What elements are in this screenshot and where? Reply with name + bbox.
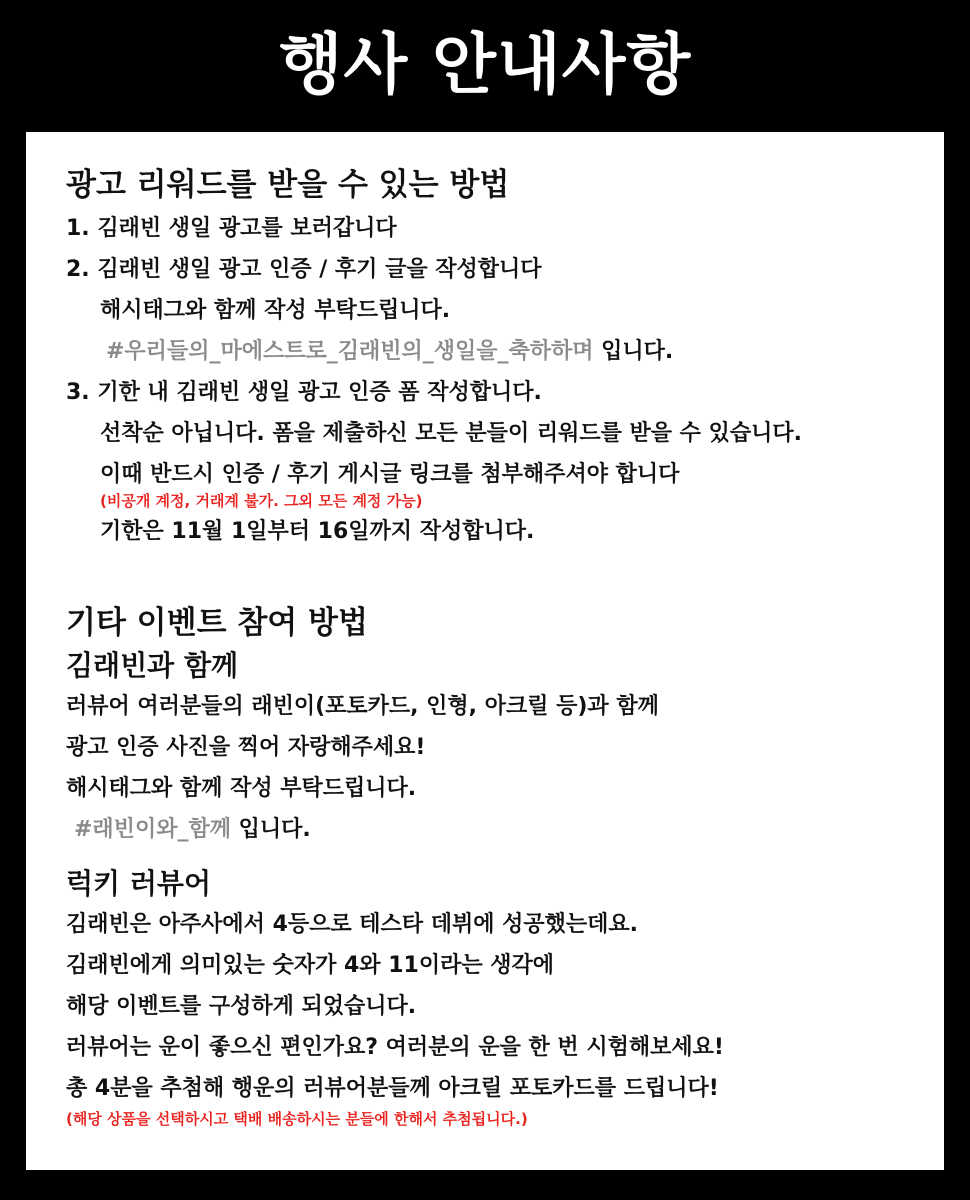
reward-heading: 광고 리워드를 받을 수 있는 방법 — [66, 167, 510, 203]
event-2-line-3: 해당 이벤트를 구성하게 되었습니다. — [66, 994, 417, 1019]
event-1-hashtag-line — [66, 809, 904, 850]
hashtag-with-raebin: #래빈이와_함께 — [74, 817, 231, 842]
reward-step-3-note-2: 이때 반드시 인증 / 후기 게시글 링크를 첨부해주셔야 합니다 — [100, 462, 680, 487]
event-2-title: 럭키 러뷰어 — [66, 867, 211, 900]
event-2-line-5: 총 4분을 추첨해 행운의 러뷰어분들께 아크릴 포토카드를 드립니다! — [66, 1076, 719, 1101]
reward-step-2: 2. 김래빈 생일 광고 인증 / 후기 글을 작성합니다 — [66, 257, 542, 282]
reward-step-3-note-1: 선착순 아닙니다. 폼을 제출하신 모든 분들이 리워드를 받을 수 있습니다. — [100, 421, 802, 446]
reward-step-3-deadline: 기한은 11월 1일부터 16일까지 작성합니다. — [100, 519, 535, 544]
event-1-line-1: 러뷰어 여러분들의 래빈이(포토카드, 인형, 아크릴 등)과 함께 — [66, 694, 659, 719]
event-2-warning: (해당 상품을 선택하시고 택배 배송하시는 분들에 한해서 추첨됩니다.) — [66, 1110, 528, 1128]
hashtag-suffix: 입니다. — [601, 339, 674, 364]
hashtag-suffix: 입니다. — [238, 817, 311, 842]
event-2-line-1: 김래빈은 아주사에서 4등으로 테스타 데뷔에 성공했는데요. — [66, 912, 639, 937]
event-2-line-4: 러뷰어는 운이 좋으신 편인가요? 여러분의 운을 한 번 시험해보세요! — [66, 1035, 724, 1060]
reward-step-3-warning: (비공개 계정, 거래계 불가. 그외 모든 계정 가능) — [100, 492, 423, 510]
reward-step-2-note: 해시태그와 함께 작성 부탁드립니다. — [100, 298, 451, 323]
reward-step-3: 3. 기한 내 김래빈 생일 광고 인증 폼 작성합니다. — [66, 380, 542, 405]
event-1-line-2: 광고 인증 사진을 찍어 자랑해주세요! — [66, 735, 426, 760]
event-1-line-3: 해시태그와 함께 작성 부탁드립니다. — [66, 776, 417, 801]
other-events-heading: 기타 이벤트 참여 방법 — [66, 605, 368, 641]
notice-panel — [26, 132, 944, 1170]
hashtag-birthday: #우리들의_마에스트로_김래빈의_생일을_축하하며 — [106, 339, 594, 364]
reward-step-1: 1. 김래빈 생일 광고를 보러갑니다 — [66, 216, 397, 241]
event-2-line-2: 김래빈에게 의미있는 숫자가 4와 11이라는 생각에 — [66, 953, 555, 978]
reward-step-2-hashtag-line — [66, 331, 904, 372]
page-title: 행사 안내사항 — [278, 26, 692, 103]
event-1-title: 김래빈과 함께 — [66, 649, 239, 682]
